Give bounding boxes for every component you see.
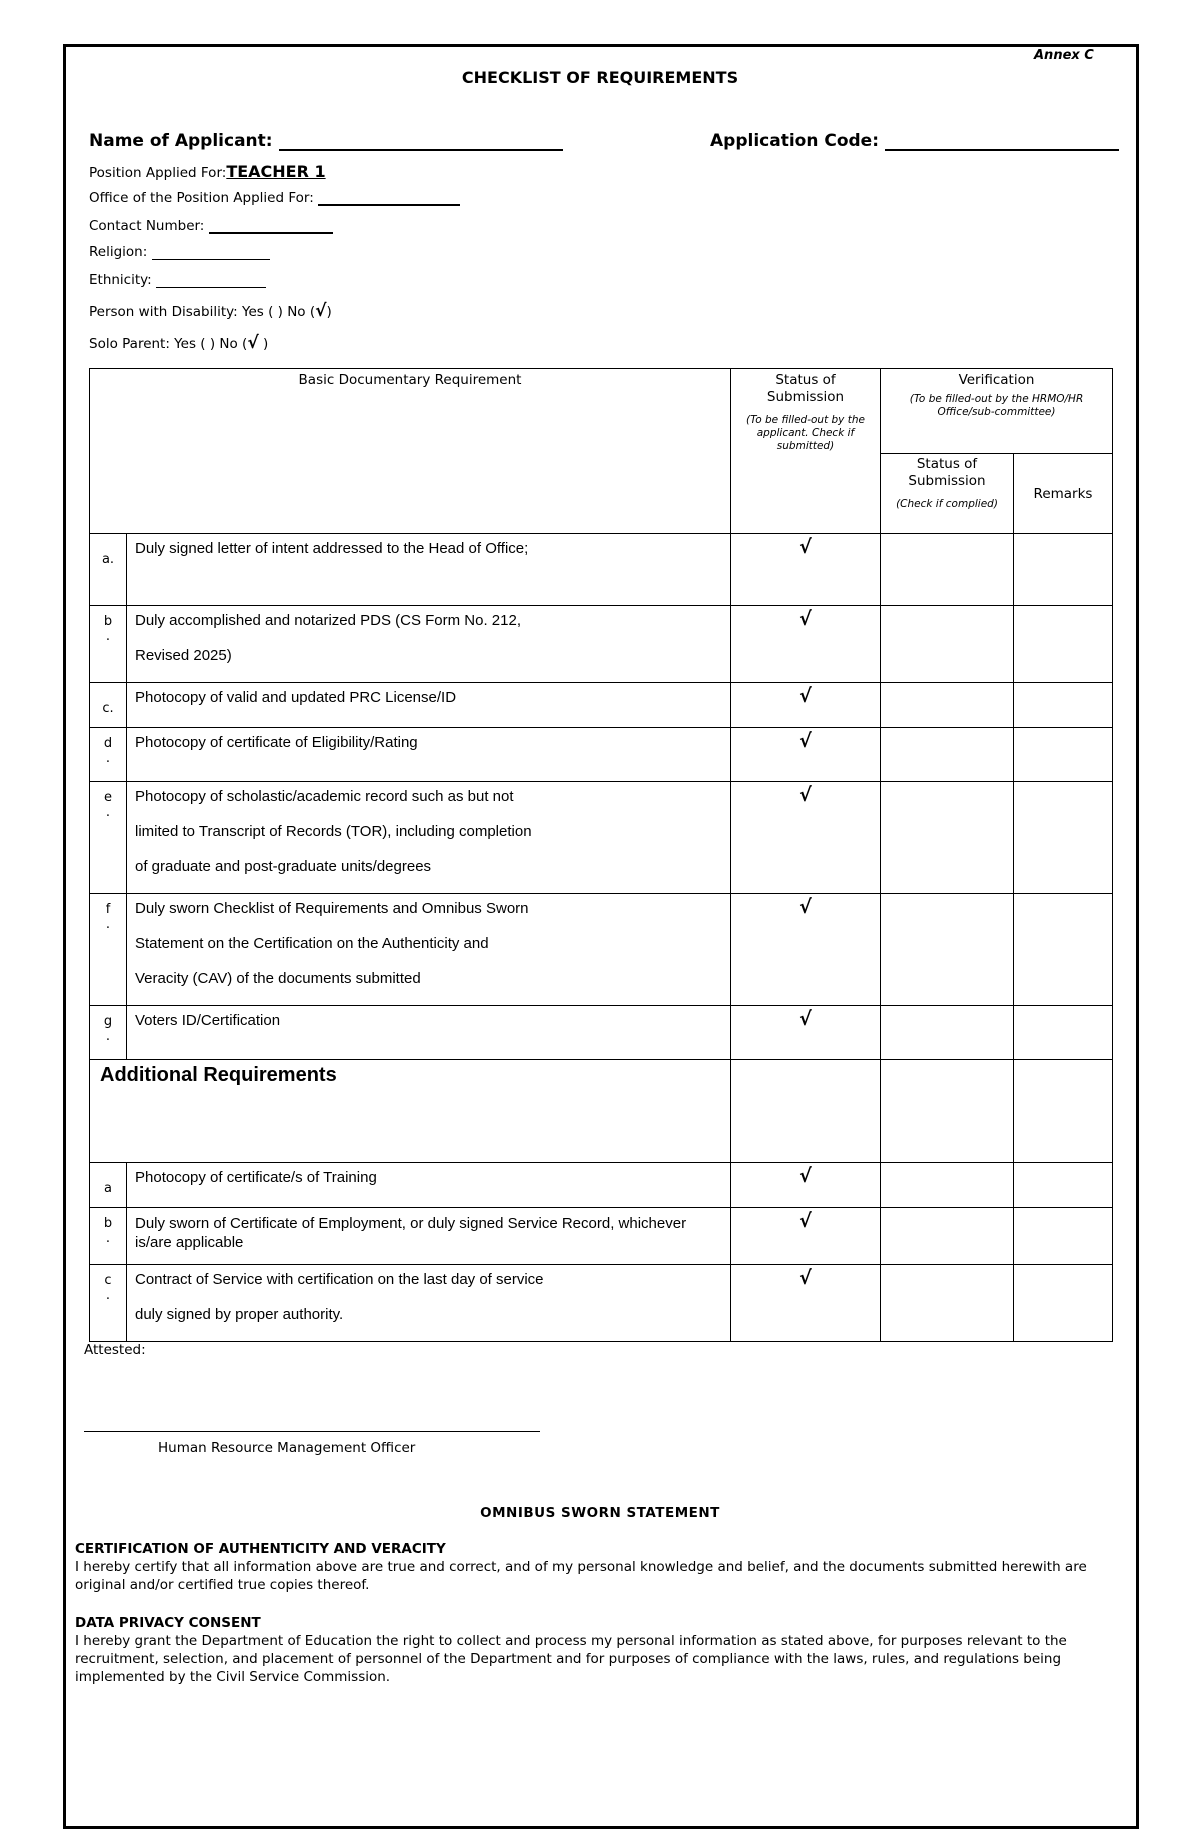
verification-status-cell[interactable] (881, 683, 1014, 728)
application-code-field[interactable] (710, 131, 1119, 151)
check-mark-icon: √ (799, 608, 812, 630)
applicant-name-field[interactable] (89, 131, 563, 151)
table-row (90, 1265, 1113, 1342)
table-row (90, 894, 1113, 1006)
annex-label: Annex C (1034, 48, 1094, 63)
requirement-line: Duly sworn Checklist of Requirements and Omnibus Sworn (135, 900, 529, 917)
remarks-cell[interactable] (1014, 683, 1113, 728)
remarks-cell[interactable] (1014, 534, 1113, 606)
applicant-status-cell[interactable] (731, 1006, 881, 1060)
table-row (90, 534, 1113, 606)
solo-parent-label: Solo Parent: Yes ( ) No ( (89, 336, 248, 352)
remarks-cell[interactable] (1014, 782, 1113, 894)
check-mark-icon: √ (799, 784, 812, 806)
requirement-description (127, 606, 731, 683)
requirement-description (127, 782, 731, 894)
contact-field[interactable] (89, 218, 333, 234)
verification-note: (To be filled-out by the HRMO/HR Office/sub-committee) (909, 393, 1084, 418)
office-label: Office of the Position Applied For: (89, 190, 314, 206)
verification-title: Verification (958, 372, 1035, 388)
row-letter: e . (90, 782, 127, 894)
privacy-text: I hereby grant the Department of Education the right to collect and process my personal information as stated above, for purposes relevant to the recruitment, selection, and placement of personnel of the Department and for purposes of compliance with the laws, rules, and regulations being implemented by the Civil Service Commission. (75, 1633, 1067, 1685)
requirement-description (127, 1265, 731, 1342)
row-letter: b . (90, 1208, 127, 1265)
check-mark-icon: √ (799, 896, 812, 918)
table-row (90, 1163, 1113, 1208)
table-row (90, 782, 1113, 894)
applicant-status-cell[interactable] (731, 606, 881, 683)
privacy-heading: DATA PRIVACY CONSENT (75, 1615, 261, 1631)
requirement-line: duly signed by proper authority. (135, 1306, 344, 1323)
requirement-description (127, 894, 731, 1006)
status-header (731, 369, 881, 534)
remarks-cell[interactable] (1014, 1006, 1113, 1060)
cav-heading: CERTIFICATION OF AUTHENTICITY AND VERACITY (75, 1541, 446, 1557)
requirement-line: Duly accomplished and notarized PDS (CS Form No. 212, (135, 612, 522, 629)
pwd-check-mark: √ (315, 301, 327, 321)
remarks-cell[interactable] (1014, 1265, 1113, 1342)
requirement-description (127, 1208, 731, 1265)
requirement-description (127, 534, 731, 606)
applicant-status-cell[interactable] (731, 894, 881, 1006)
additional-requirements-title: Additional Requirements (90, 1060, 731, 1163)
requirements-table (89, 368, 1113, 1342)
row-letter: a. (90, 534, 127, 606)
verif-status-note: (Check if complied) (896, 498, 998, 510)
applicant-status-cell (731, 1060, 881, 1163)
table-row (90, 1006, 1113, 1060)
requirement-line: Contract of Service with certification on the last day of service (135, 1271, 544, 1288)
requirement-line: Revised 2025) (135, 647, 232, 664)
ethnicity-field[interactable] (89, 272, 266, 288)
verif-status-title: Status of Submission (908, 456, 986, 489)
requirement-line: Duly sworn of Certificate of Employment, or duly signed Service Record, whichever is/are applicable (135, 1215, 687, 1251)
verification-status-cell[interactable] (881, 1163, 1014, 1208)
table-row (90, 728, 1113, 782)
row-letter: a (90, 1163, 127, 1208)
omnibus-title: OMNIBUS SWORN STATEMENT (480, 1505, 720, 1521)
position-field[interactable] (89, 162, 326, 181)
additional-requirements-row (90, 1060, 1113, 1163)
requirement-description (127, 1163, 731, 1208)
remarks-cell (1014, 1060, 1113, 1163)
requirement-description (127, 1006, 731, 1060)
verification-status-cell[interactable] (881, 782, 1014, 894)
check-mark-icon: √ (799, 1210, 812, 1232)
pwd-close: ) (326, 304, 332, 320)
pwd-label: Person with Disability: Yes ( ) No ( (89, 304, 316, 320)
verification-status-cell[interactable] (881, 728, 1014, 782)
verification-status-cell[interactable] (881, 1208, 1014, 1265)
table-row (90, 683, 1113, 728)
requirement-line: Photocopy of scholastic/academic record such as but not (135, 788, 514, 805)
verification-header (881, 369, 1113, 454)
contact-line (209, 218, 333, 234)
requirement-header: Basic Documentary Requirement (90, 369, 731, 534)
check-mark-icon: √ (799, 1267, 812, 1289)
applicant-status-cell[interactable] (731, 1265, 881, 1342)
application-code-label: Application Code: (710, 131, 880, 151)
requirement-line: Photocopy of certificate/s of Training (135, 1169, 377, 1186)
office-field[interactable] (89, 190, 460, 206)
row-letter: c . (90, 1265, 127, 1342)
requirement-line: Photocopy of valid and updated PRC License/ID (135, 689, 457, 706)
pwd-field[interactable] (89, 301, 332, 321)
row-letter: b . (90, 606, 127, 683)
check-mark-icon: √ (799, 730, 812, 752)
verification-status-cell[interactable] (881, 534, 1014, 606)
verification-status-cell[interactable] (881, 1006, 1014, 1060)
status-header-title: Status of Submission (766, 372, 845, 405)
row-letter: c. (90, 683, 127, 728)
contact-label: Contact Number: (89, 218, 205, 234)
remarks-cell[interactable] (1014, 1208, 1113, 1265)
check-mark-icon: √ (799, 1008, 812, 1030)
position-label: Position Applied For: (89, 165, 227, 181)
remarks-cell[interactable] (1014, 894, 1113, 1006)
table-row (90, 606, 1113, 683)
remarks-cell[interactable] (1014, 606, 1113, 683)
position-value: TEACHER 1 (226, 162, 326, 181)
requirement-line: limited to Transcript of Records (TOR), including completion (135, 823, 532, 840)
verif-status-header (881, 454, 1014, 534)
requirement-line: Photocopy of certificate of Eligibility/Rating (135, 734, 418, 751)
applicant-status-cell[interactable] (731, 782, 881, 894)
remarks-header: Remarks (1014, 454, 1113, 534)
religion-line (152, 245, 270, 260)
verification-status-cell[interactable] (881, 1265, 1014, 1342)
requirement-description (127, 683, 731, 728)
requirement-line: Voters ID/Certification (135, 1012, 281, 1029)
attested-label: Attested: (84, 1342, 146, 1358)
office-line (318, 190, 460, 206)
status-header-note: (To be filled-out by the applicant. Check if submitted) (746, 414, 865, 452)
applicant-status-cell[interactable] (731, 683, 881, 728)
table-row (90, 1208, 1113, 1265)
solo-parent-close: ) (258, 336, 269, 352)
requirement-line: of graduate and post-graduate units/degrees (135, 858, 432, 875)
verification-status-cell[interactable] (881, 894, 1014, 1006)
verification-status-cell (881, 1060, 1014, 1163)
signature-line[interactable] (84, 1431, 540, 1432)
requirement-line: Statement on the Certification on the Authenticity and (135, 935, 489, 952)
remarks-cell[interactable] (1014, 1163, 1113, 1208)
religion-field[interactable] (89, 244, 270, 260)
religion-label: Religion: (89, 244, 148, 260)
remarks-cell[interactable] (1014, 728, 1113, 782)
row-letter: f . (90, 894, 127, 1006)
check-mark-icon: √ (799, 1165, 812, 1187)
check-mark-icon: √ (799, 685, 812, 707)
signatory-caption: Human Resource Management Officer (158, 1440, 416, 1456)
verification-status-cell[interactable] (881, 606, 1014, 683)
check-mark-icon: √ (799, 536, 812, 558)
row-letter: d . (90, 728, 127, 782)
page-title: CHECKLIST OF REQUIREMENTS (461, 68, 739, 87)
row-letter: g . (90, 1006, 127, 1060)
applicant-name-line (279, 131, 563, 151)
application-code-line (885, 131, 1119, 151)
applicant-name-label: Name of Applicant: (89, 131, 273, 151)
applicant-status-cell[interactable] (731, 1163, 881, 1208)
applicant-status-cell[interactable] (731, 728, 881, 782)
table-header-row (90, 369, 1113, 454)
requirement-line: Veracity (CAV) of the documents submitted (135, 970, 421, 987)
requirement-description (127, 728, 731, 782)
requirement-line: Duly signed letter of intent addressed to the Head of Office; (135, 540, 529, 557)
solo-parent-field[interactable] (89, 333, 268, 353)
cav-text: I hereby certify that all information above are true and correct, and of my personal knowledge and belief, and the documents submitted herewith are original and/or certified true copies thereof. (75, 1559, 1087, 1593)
applicant-status-cell[interactable] (731, 1208, 881, 1265)
solo-parent-check-mark: √ (247, 333, 259, 353)
ethnicity-label: Ethnicity: (89, 272, 152, 288)
ethnicity-line (156, 273, 266, 288)
applicant-status-cell[interactable] (731, 534, 881, 606)
